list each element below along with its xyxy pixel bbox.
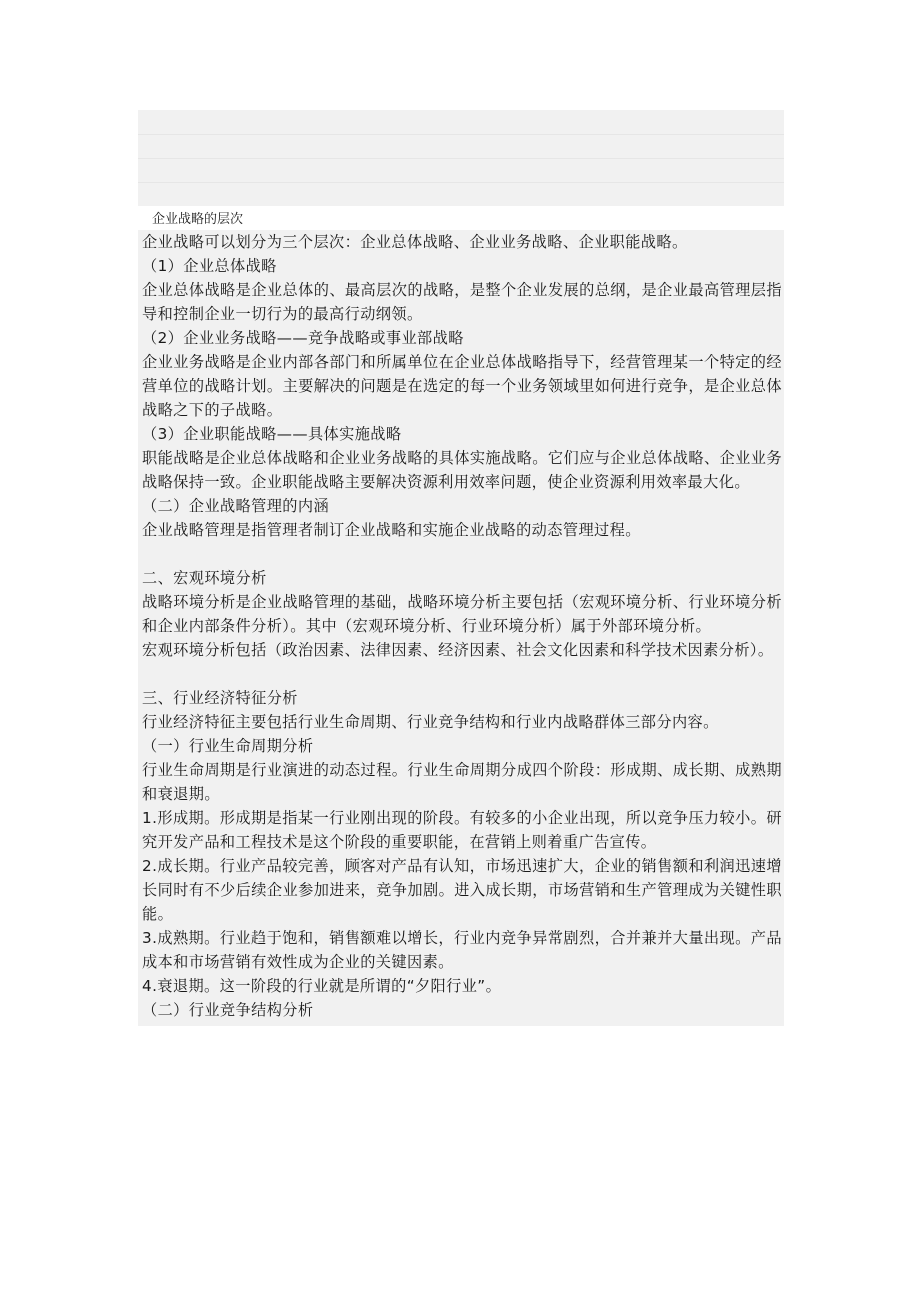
- subheading: （二）企业战略管理的内涵: [142, 497, 330, 515]
- subheading: （1）企业总体战略: [142, 257, 277, 275]
- paragraph: 1.形成期。形成期是指某一行业刚出现的阶段。有较多的小企业出现，所以竞争压力较小。研究开发产品和工程技术是这个阶段的重要职能，在营销上则着重广告宣传。: [142, 809, 782, 851]
- section-heading: 三、行业经济特征分析: [142, 689, 298, 707]
- header-band: [138, 110, 784, 206]
- paragraph: 企业业务战略是企业内部各部门和所属单位在企业总体战略指导下，经营管理某一个特定的经营单位的战略计划。主要解决的问题是在选定的每一个业务领域里如何进行竞争，是企业总体战略之下的子战略。: [142, 353, 782, 419]
- paragraph: 行业经济特征主要包括行业生命周期、行业竞争结构和行业内战略群体三部分内容。: [142, 713, 719, 731]
- section-heading: 二、宏观环境分析: [142, 569, 267, 587]
- paragraph: 3.成熟期。行业趋于饱和，销售额难以增长，行业内竞争异常剧烈，合并兼并大量出现。产品成本和市场营销有效性成为企业的关键因素。: [142, 929, 782, 971]
- header-rule: [138, 134, 784, 135]
- paragraph: 企业战略可以划分为三个层次：企业总体战略、企业业务战略、企业职能战略。: [142, 233, 688, 251]
- subheading: （二）行业竞争结构分析: [142, 1001, 314, 1019]
- document: [138, 206, 784, 1026]
- subheading: （2）企业业务战略——竞争战略或事业部战略: [142, 329, 464, 347]
- paragraph: 战略环境分析是企业战略管理的基础，战略环境分析主要包括（宏观环境分析、行业环境分析和企业内部条件分析）。其中（宏观环境分析、行业环境分析）属于外部环境分析。: [142, 593, 782, 635]
- subheading: （3）企业职能战略——具体实施战略: [142, 425, 402, 443]
- paragraph: 企业战略管理是指管理者制订企业战略和实施企业战略的动态管理过程。: [142, 521, 641, 539]
- section-caption: 企业战略的层次: [138, 210, 784, 230]
- header-rule: [138, 158, 784, 159]
- blank-line: [142, 542, 782, 566]
- document-body: [138, 230, 784, 1026]
- paragraph: 行业生命周期是行业演进的动态过程。行业生命周期分成四个阶段：形成期、成长期、成熟期和衰退期。: [142, 761, 782, 803]
- header-rule: [138, 182, 784, 183]
- paragraph: 4.衰退期。这一阶段的行业就是所谓的“夕阳行业”。: [142, 977, 502, 995]
- subheading: （一）行业生命周期分析: [142, 737, 314, 755]
- paragraph: 企业总体战略是企业总体的、最高层次的战略，是整个企业发展的总纲，是企业最高管理层指导和控制企业一切行为的最高行动纲领。: [142, 281, 782, 323]
- blank-line: [142, 662, 782, 686]
- paragraph: 职能战略是企业总体战略和企业业务战略的具体实施战略。它们应与企业总体战略、企业业务战略保持一致。企业职能战略主要解决资源利用效率问题，使企业资源利用效率最大化。: [142, 449, 782, 491]
- paragraph: 2.成长期。行业产品较完善，顾客对产品有认知，市场迅速扩大，企业的销售额和利润迅速增长同时有不少后续企业参加进来，竞争加剧。进入成长期，市场营销和生产管理成为关键性职能。: [142, 857, 782, 923]
- paragraph: 宏观环境分析包括（政治因素、法律因素、经济因素、社会文化因素和科学技术因素分析）。: [142, 641, 774, 659]
